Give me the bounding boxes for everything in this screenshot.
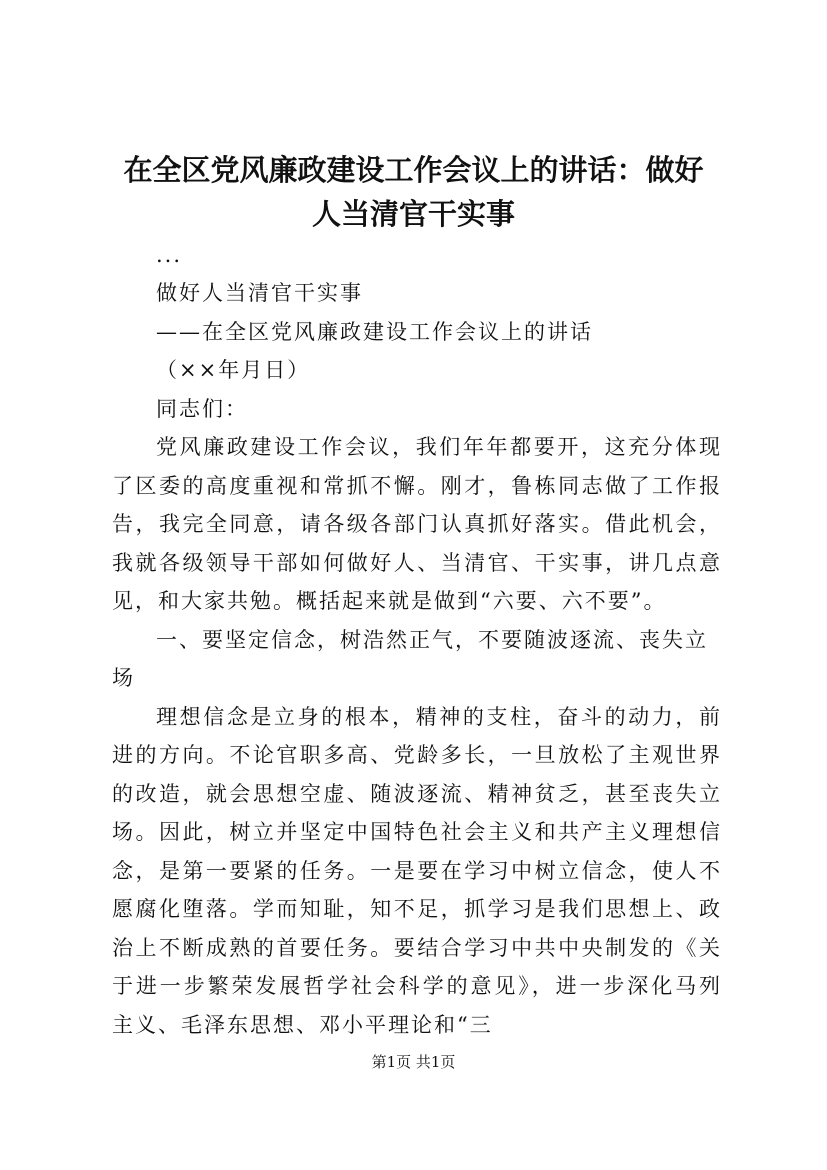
paragraph-intro: 党风廉政建设工作会议，我们年年都要开，这充分体现了区委的高度重视和常抓不懈。刚才，鲁栋同志做了工作报告，我完全同意，请各级各部门认真抓好落实。借此机会，我就各级领导干部如何做好人、当清官、干实事，讲几点意见，和大家共勉。概括起来就是做到“六要、六不要”。 (112, 435, 722, 613)
document-body (112, 240, 722, 1044)
title-line-2: 人当清官干实事 (311, 197, 515, 231)
paragraph-section-1: 理想信念是立身的根本，精神的支柱，奋斗的动力，前进的方向。不论官职多高、党龄多长，一旦放松了主观世界的改造，就会思想空虚、随波逐流、精神贫乏，甚至丧失立场。因此，树立并坚定中国特色社会主义和共产主义理想信念，是第一要紧的任务。一是要在学习中树立信念，使人不愿腐化堕落。学而知耻，知不足，抓学习是我们思想上、政治上不断成熟的首要任务。要结合学习中共中央制发的《关于进一步繁荣发展哲学社会科学的意见》，进一步深化马列主义、毛泽东思想、邓小平理论和“三 (112, 704, 722, 1037)
speech-heading: 做好人当清官干实事 (156, 281, 363, 305)
ellipsis-marker: ... (156, 243, 183, 267)
title-line-1: 在全区党风廉政建设工作会议上的讲话：做好 (123, 153, 704, 187)
salutation: 同志们： (156, 396, 248, 421)
document-title (80, 148, 747, 236)
section-heading-1: 一、要坚定信念，树浩然正气，不要随波逐流、丧失立场 (112, 627, 708, 690)
speech-date: （××年月日） (156, 358, 311, 382)
page-footer: 第1页 共1页 (371, 1053, 456, 1071)
speech-subheading: ——在全区党风廉政建设工作会议上的讲话 (156, 319, 593, 344)
